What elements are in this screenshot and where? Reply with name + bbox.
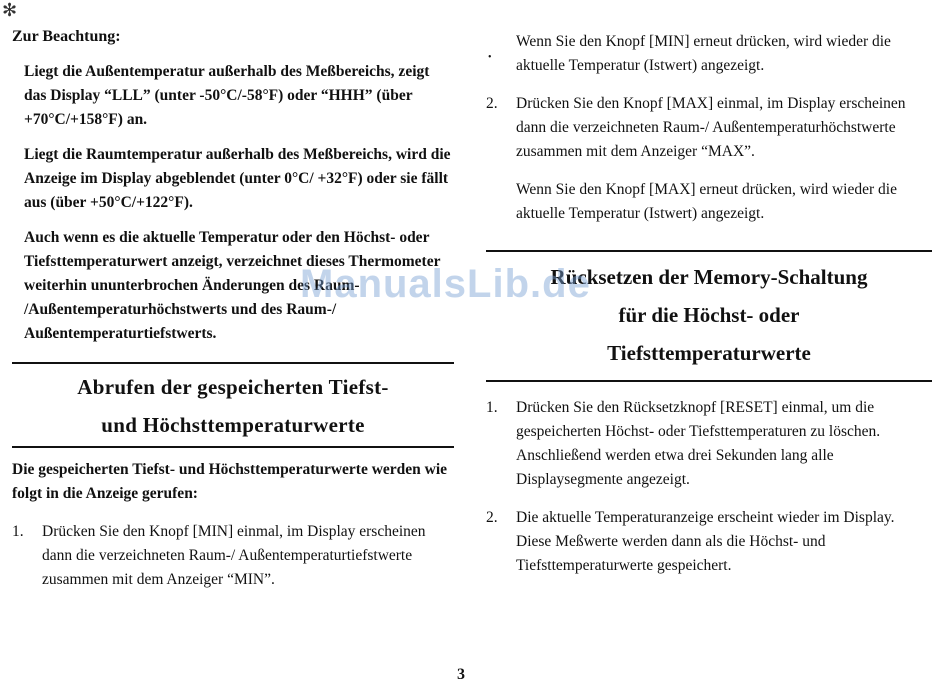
right-column bbox=[486, 30, 932, 592]
reset-title-line2: für die Höchst- oder bbox=[618, 303, 800, 327]
reset-title-line1: Rücksetzen der Memory-Schaltung bbox=[550, 265, 868, 289]
step-text: Drücken Sie den Knopf [MAX] einmal, im Display erscheinen dann die verzeichneten Raum-/ Außentemperaturhöchstwerte zusammen mit dem Anzeiger “MAX”. bbox=[516, 95, 906, 160]
scan-artifact-icon: ✻ bbox=[2, 0, 18, 20]
left-column bbox=[12, 28, 454, 606]
step-number: 1. bbox=[486, 399, 498, 416]
reset-title-line3: Tiefsttemperaturwerte bbox=[607, 341, 811, 365]
reset-step-1 bbox=[486, 396, 932, 492]
section-divider-bottom bbox=[12, 446, 454, 448]
reset-step-2 bbox=[486, 506, 932, 578]
recall-title-line2: und Höchsttemperaturwerte bbox=[101, 413, 365, 437]
page-number: 3 bbox=[457, 666, 465, 683]
recall-step-2-continuation bbox=[486, 178, 932, 226]
note-paragraph-indoor: Liegt die Raumtemperatur außerhalb des Meßbereichs, wird die Anzeige im Display abgeblendet (unter 0°C/ +32°F) oder sie fällt aus (über +50°C/+122°F). bbox=[24, 146, 451, 211]
reset-section-title bbox=[486, 258, 932, 372]
recall-step-1-continuation bbox=[486, 30, 932, 78]
step-number: 1. bbox=[12, 523, 24, 540]
section-divider-top bbox=[12, 362, 454, 364]
note-paragraph-recording: Auch wenn es die aktuelle Temperatur oder den Höchst- oder Tiefsttemperaturwert anzeigt, verzeichnet dieses Thermometer weiterhin ununterbrochen Änderungen des Raum- /Außentemperaturhöchstwerts und des Raum-/ Außentemperaturtiefstwerts. bbox=[24, 229, 441, 342]
recall-intro: Die gespeicherten Tiefst- und Höchsttemperaturwerte werden wie folgt in die Anzeige gerufen: bbox=[12, 461, 448, 502]
recall-title-line1: Abrufen der gespeicherten Tiefst- bbox=[77, 375, 389, 399]
step-text: Drücken Sie den Knopf [MIN] einmal, im Display erscheinen dann die verzeichneten Raum-/ Außentemperaturtiefstwerte zusammen mit dem Anzeiger “MIN”. bbox=[42, 523, 426, 588]
step-number: 2. bbox=[486, 95, 498, 112]
note-paragraph-outdoor: Liegt die Außentemperatur außerhalb des Meßbereichs, zeigt das Display “LLL” (unter -50°C/-58°F) oder “HHH” (über +70°C/+158°F) an. bbox=[24, 63, 430, 128]
step-number: 2. bbox=[486, 509, 498, 526]
step-text: Wenn Sie den Knopf [MIN] erneut drücken, wird wieder die aktuelle Temperatur (Istwert) angezeigt. bbox=[516, 33, 891, 74]
recall-section-title bbox=[12, 368, 454, 444]
step-text: Die aktuelle Temperaturanzeige erscheint wieder im Display. Diese Meßwerte werden dann als die Höchst- und Tiefsttemperaturwerte gespeichert. bbox=[516, 509, 895, 574]
note-title: Zur Beachtung: bbox=[12, 28, 121, 45]
recall-step-1 bbox=[12, 520, 454, 592]
bullet-dot-icon: • bbox=[488, 52, 492, 63]
reset-divider-bottom bbox=[486, 380, 932, 382]
step-text: Drücken Sie den Rücksetzknopf [RESET] einmal, um die gespeicherten Höchst- oder Tiefsttemperaturen zu löschen. Anschließend werden etwa drei Sekunden lang alle Displaysegmente angezeigt. bbox=[516, 399, 881, 488]
reset-divider-top bbox=[486, 250, 932, 252]
step-text: Wenn Sie den Knopf [MAX] erneut drücken, wird wieder die aktuelle Temperatur (Istwert) angezeigt. bbox=[516, 181, 897, 222]
watermark: ManualsLib.de bbox=[300, 262, 591, 306]
recall-step-2 bbox=[486, 92, 932, 164]
